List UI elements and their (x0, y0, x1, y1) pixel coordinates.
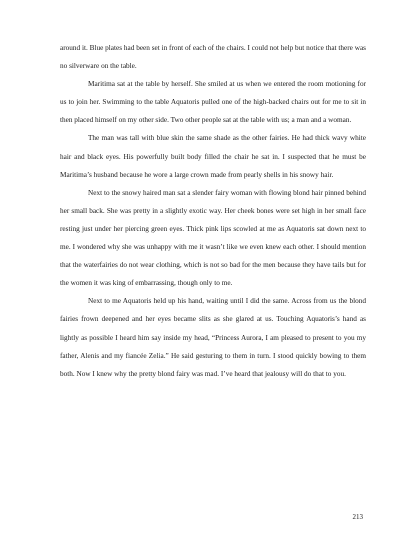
paragraph-2: Maritima sat at the table by herself. She smiled at us when we entered the room motioning for us to join her. Swimming to the table Aquatoris pulled one of the high-backed chairs out for me to sit in then placed himself on my other side. Two other people sat at the table with us; a man and a woman. (60, 80, 366, 125)
paragraph-4: Next to the snowy haired man sat a slender fairy woman with flowing blond hair pinned behind her small back. She was pretty in a slightly exotic way. Her cheek bones were set high in her small face resting just under her piercing green eyes. Thick pink lips scowled at me as Aquatoris sat down next to me. I wondered why she was unhappy with me it wasn’t like we even knew each other. I should mention that the waterfairies do not wear clothing, which is not so bad for the men because they have tails but for the women it was king of embarrassing, though only to me. (60, 188, 366, 288)
paragraph-3: The man was tall with blue skin the same shade as the other fairies. He had thick wavy white hair and black eyes. His powerfully built body filled the chair he sat in. I suspected that he must be Maritima’s husband because he wore a large crown made from pearly shells in his snowy hair. (60, 134, 366, 179)
paragraph-5: Next to me Aquatoris held up his hand, waiting until I did the same. Across from us the blond fairies frown deepened and her eyes became slits as she glared at us. Touching Aquatoris’s hand as lightly as possible I heard him say inside my head, “Princess Aurora, I am pleased to present to you my father, Alenis and my fiancée Zelia.” He said gesturing to them in turn. I stood quickly bowing to them both. Now I knew why the pretty blond fairy was mad. I’ve heard that jealousy will do that to you. (60, 297, 366, 378)
body-text (60, 39, 366, 383)
paragraph-1: around it. Blue plates had been set in front of each of the chairs. I could not help but notice that there was no silverware on the table. (60, 44, 366, 71)
page-number: 213 (352, 513, 363, 521)
